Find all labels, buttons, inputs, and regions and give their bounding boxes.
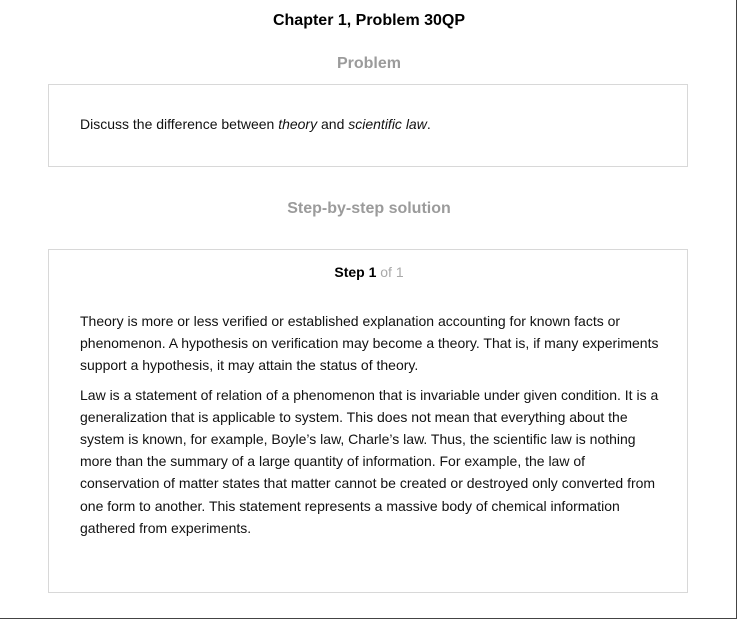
- page-title: Chapter 1, Problem 30QP: [272, 12, 466, 29]
- problem-card: [48, 84, 688, 167]
- problem-text-mid: and: [317, 116, 349, 132]
- problem-text-before: Discuss the difference between: [80, 116, 279, 132]
- step-count: of 1: [376, 264, 404, 280]
- problem-statement: [80, 116, 431, 132]
- solution-paragraph-law: Law is a statement of relation of a phenomenon that is invariable under given condition. It is a generalization that is applicable to system. This does not mean that everything about the system is known, for example, Boyle’s law, Charle’s law. Thus, the scientific law is nothing more than the summary of a large quantity of information. For example, the law of conservation of matter states that matter cannot be created or destroyed only converted from one form to another. This statement represents a massive body of chemical information gathered from experiments.: [80, 386, 659, 536]
- step-label: Step 1: [334, 264, 377, 280]
- problem-term-theory: theory: [278, 116, 318, 132]
- solution-heading: Step-by-step solution: [287, 200, 451, 217]
- step-body: [80, 310, 662, 546]
- step-header: [49, 264, 689, 280]
- solution-card: [48, 249, 688, 593]
- problem-text-after: .: [426, 116, 431, 132]
- problem-heading: Problem: [336, 55, 401, 72]
- problem-term-scientific-law: scientific law: [348, 116, 427, 132]
- solution-paragraph-theory: Theory is more or less verified or established explanation accounting for known facts or phenomenon. A hypothesis on verification may become a theory. That is, if many experiments support a hypothesis, it may attain the status of theory.: [80, 313, 659, 374]
